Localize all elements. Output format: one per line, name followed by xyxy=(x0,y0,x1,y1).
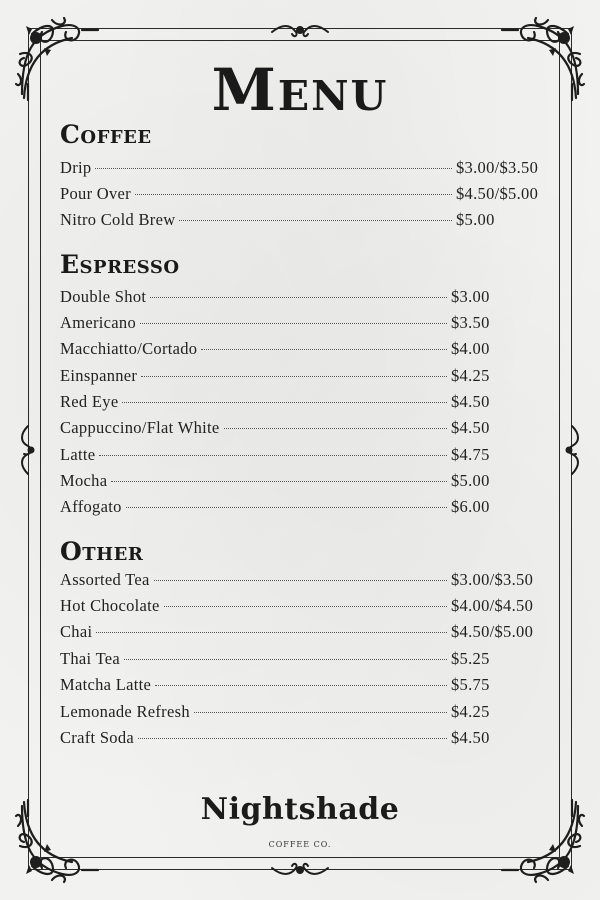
menu-item xyxy=(60,728,545,750)
item-name: Americano xyxy=(60,313,136,332)
dot-leader xyxy=(99,455,447,456)
dot-leader xyxy=(150,297,447,298)
item-name: Pour Over xyxy=(60,184,131,203)
item-price: $4.75 xyxy=(451,445,490,464)
menu-item xyxy=(60,570,545,592)
item-price: $4.25 xyxy=(451,702,490,721)
item-price: $4.25 xyxy=(451,366,490,385)
menu-item xyxy=(60,471,545,493)
dot-leader xyxy=(201,349,447,350)
item-price: $5.00 xyxy=(456,210,495,229)
scroll-flourish-icon xyxy=(268,860,332,880)
item-name: Drip xyxy=(60,158,92,177)
menu-title: Menu xyxy=(211,56,389,124)
dot-leader xyxy=(140,323,447,324)
item-name: Thai Tea xyxy=(60,649,121,668)
item-price: $4.00/$4.50 xyxy=(451,596,534,615)
item-name: Chai xyxy=(60,622,93,641)
menu-item xyxy=(60,313,545,335)
item-price: $3.00/$3.50 xyxy=(451,570,534,589)
dot-leader xyxy=(122,402,447,403)
item-name: Lemonade Refresh xyxy=(60,702,190,721)
item-name: Matcha Latte xyxy=(60,675,152,694)
item-price: $4.50 xyxy=(451,392,490,411)
item-price: $4.50/$5.00 xyxy=(451,622,534,641)
item-name: Cappuccino/Flat White xyxy=(60,418,220,437)
dot-leader xyxy=(111,481,447,482)
item-price: $4.50 xyxy=(451,728,490,747)
brand-tagline: COFFEE CO. xyxy=(268,840,332,849)
menu-item xyxy=(60,622,545,644)
item-name: Nitro Cold Brew xyxy=(60,210,176,229)
dot-leader xyxy=(96,632,447,633)
item-name: Macchiatto/Cortado xyxy=(60,339,198,358)
dot-leader xyxy=(138,738,447,739)
item-price: $3.00 xyxy=(451,287,490,306)
menu-item xyxy=(60,210,550,232)
brand-logo: Nightshade xyxy=(200,792,400,827)
item-price: $5.75 xyxy=(451,675,490,694)
item-name: Red Eye xyxy=(60,392,119,411)
item-name: Craft Soda xyxy=(60,728,135,747)
item-price: $5.25 xyxy=(451,649,490,668)
menu-item xyxy=(60,418,545,440)
scroll-flourish-icon xyxy=(268,20,332,40)
menu-item xyxy=(60,596,545,618)
dot-leader xyxy=(135,194,452,195)
item-name: Assorted Tea xyxy=(60,570,150,589)
dot-leader xyxy=(224,428,447,429)
dot-leader xyxy=(141,376,447,377)
item-name: Affogato xyxy=(60,497,122,516)
menu-item xyxy=(60,287,545,309)
dot-leader xyxy=(179,220,452,221)
item-name: Hot Chocolate xyxy=(60,596,160,615)
item-price: $4.50/$5.00 xyxy=(456,184,539,203)
item-name: Einspanner xyxy=(60,366,138,385)
dot-leader xyxy=(154,580,447,581)
scroll-flourish-icon xyxy=(562,424,584,476)
dot-leader xyxy=(164,606,447,607)
dot-leader xyxy=(126,507,447,508)
dot-leader xyxy=(124,659,447,660)
menu-item xyxy=(60,497,545,519)
menu-item xyxy=(60,649,545,671)
section-heading-other: Other xyxy=(60,537,144,566)
item-price: $3.00/$3.50 xyxy=(456,158,539,177)
section-heading-espresso: Espresso xyxy=(60,250,180,279)
menu-item xyxy=(60,445,545,467)
menu-item xyxy=(60,339,545,361)
menu-item xyxy=(60,702,545,724)
menu-item xyxy=(60,184,550,206)
menu-item xyxy=(60,675,545,697)
item-price: $5.00 xyxy=(451,471,490,490)
menu-item xyxy=(60,158,550,180)
item-price: $6.00 xyxy=(451,497,490,516)
menu-item xyxy=(60,392,545,414)
item-name: Double Shot xyxy=(60,287,147,306)
scroll-flourish-icon xyxy=(16,424,38,476)
dot-leader xyxy=(194,712,447,713)
menu-item xyxy=(60,366,545,388)
item-price: $4.50 xyxy=(451,418,490,437)
item-name: Mocha xyxy=(60,471,108,490)
item-name: Latte xyxy=(60,445,96,464)
dot-leader xyxy=(155,685,447,686)
item-price: $3.50 xyxy=(451,313,490,332)
item-price: $4.00 xyxy=(451,339,490,358)
dot-leader xyxy=(95,168,452,169)
section-heading-coffee: Coffee xyxy=(60,120,152,149)
